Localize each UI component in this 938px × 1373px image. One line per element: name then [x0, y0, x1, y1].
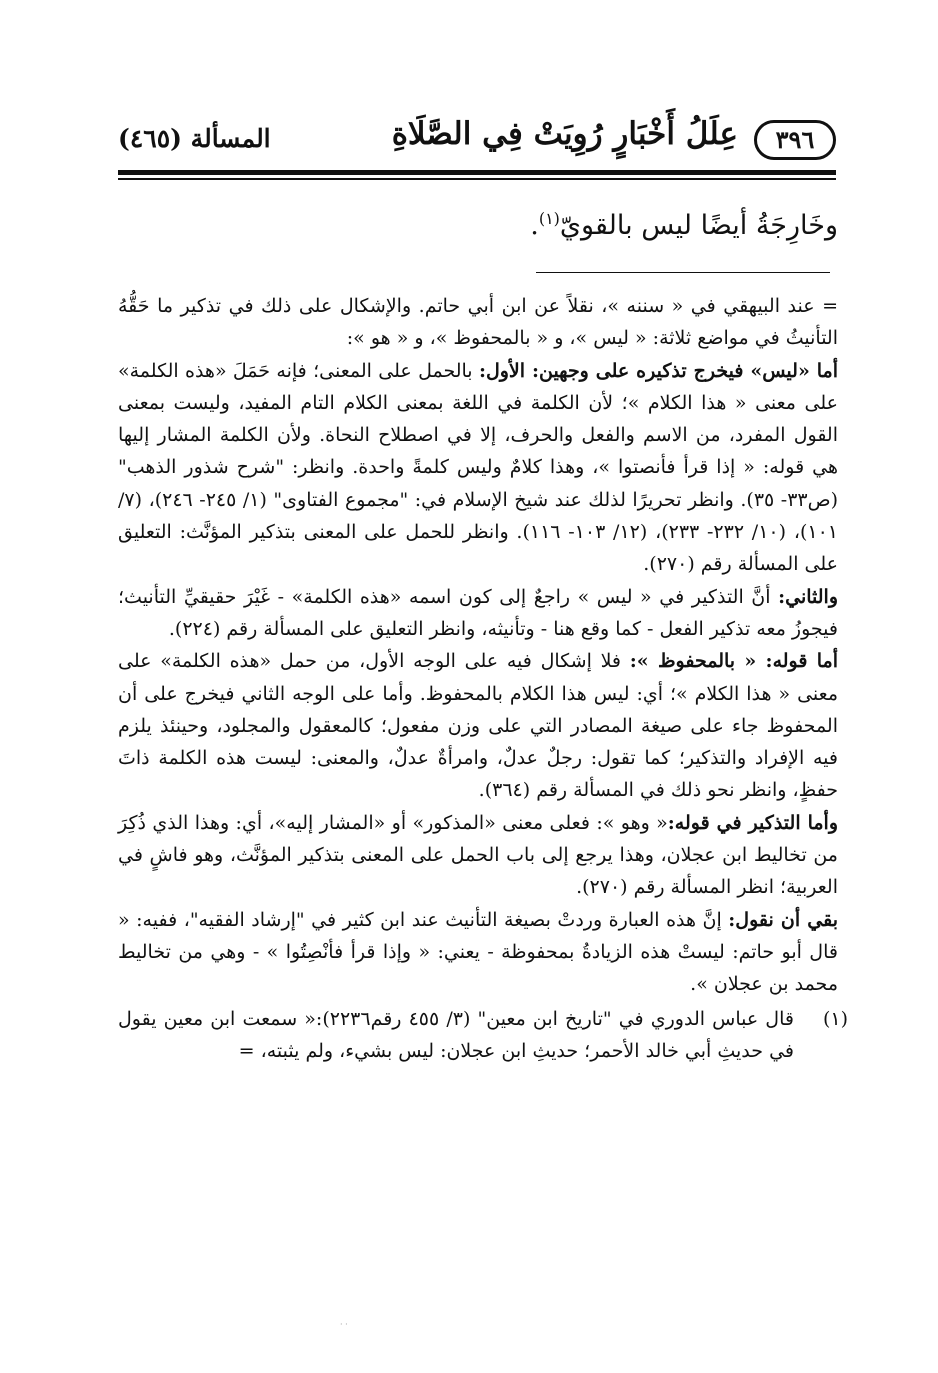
footnote-paragraph [118, 807, 838, 904]
footnote-lead: أما قوله: « بالمحفوظ »: [629, 650, 839, 673]
footnote-text: بالحمل على المعنى؛ فإنه حَمَلَ «هذه الكلمة» على معنى « هذا الكلام »؛ لأن الكلمة في اللغة بمعنى الكلام التام المفيد، وليست بمعنى القول المفرد، من الاسم والفعل والحرف، إلا في اصطلاح النحاة. ولأن الكلمة المشار إليها هي قوله: « إذا قرأ فأنصتوا »، وهذا كلامٌ وليس كلمةً واحدة. وانظر: "شرح شذور الذهب" (ص٣٣- ٣٥). وانظر تحريرًا لذلك عند شيخ الإسلام في: "مجموع الفتاوى" (١/ ٢٤٥- ٢٤٦)، (٧/ ١٠١)، (١٠/ ٢٣٢- ٢٣٣)، (١٢/ ١٠٣- ١١٦). وانظر للحمل على المعنى بتذكير المؤنَّث: التعليق على المسألة رقم (٢٧٠). [118, 359, 838, 576]
scan-mark: · · [340, 1320, 348, 1329]
footnote-paragraph [118, 581, 838, 646]
footnote-lead: والثاني: [778, 585, 838, 608]
footnote-marker: (١) [822, 1007, 848, 1030]
footnote-lead: أما «ليس» فيخرج تذكيره على وجهين: الأول: [478, 359, 838, 382]
book-title: عِلَلُ أَخْبَارٍ رُوِيَتْ فِي الصَّلَاةِ [391, 116, 738, 152]
footnote-paragraph [118, 290, 838, 355]
footnote-lead: وأما التذكير في قوله: [667, 811, 838, 834]
footnote-text: إنَّ هذه العبارة وردتْ بصيغة التأنيث عند ابن كثير في "إرشاد الفقيه"، ففيه: « قال أبو حاتم: ليستْ هذه الزيادةُ بمحفوظة - يعني: « وإذا قرأ فأنْصِتُوا » - وهي من تخاليط محمد بن عجلان ». [118, 908, 838, 996]
footnote-text: فلا إشكال فيه على الوجه الأول، من حمل «هذه الكلمة» على معنى « هذا الكلام »؛ أي: ليس هذا الكلام بالمحفوظ. وأما على الوجه الثاني فيخرج على أن المحفوظ جاء على صيغة المصادر التي على وزن مفعول؛ كالمعقول والمجلود، وحينئذ يلزم فيه الإفراد والتذكير؛ كما تقول: رجلٌ عدلٌ، وامرأةٌ عدلٌ، والمعنى: ليست هذه الكلمة ذاتَ حفظٍ، وانظر نحو ذلك في المسألة رقم (٣٦٤). [118, 650, 838, 802]
footnote-separator [536, 272, 830, 273]
footnotes [118, 290, 848, 1067]
header-rule-thin [118, 178, 836, 180]
page-header [118, 110, 836, 166]
page-number: ٣٩٦ [754, 120, 836, 160]
footnote-reference: (١) [538, 209, 560, 228]
footnote-text: قال عباس الدوري في "تاريخ ابن معين" (٣/ ٤٥٥ رقم٢٢٣٦):« سمعت ابن معين يقول في حديثِ أبي خالد الأحمر؛ حديثِ ابن عجلان: ليس بشيء، ولم يثبته، = [118, 1007, 794, 1062]
issue-label: المسألة (٤٦٥) [118, 124, 271, 153]
footnote-text: « وهو »: فعلى معنى «المذكور» أو «المشار إليه»، أي: وهذا الذي ذُكِرَ من تخاليط ابن عجلان، وهذا يرجع إلى باب الحمل على المعنى بتذكير المؤنَّث، وهو فاشٍ في العربية؛ انظر المسألة رقم (٢٧٠). [118, 811, 838, 899]
footnote-text: = عند البيهقي في « سننه »، نقلاً عن ابن أبي حاتم. والإشكال على ذلك في تذكير ما حَقُّهُ التأنيثُ في مواضع ثلاثة: « ليس »، و « بالمحفوظ »، و « هو »: [118, 295, 838, 350]
footnote-lead: بقي أن نقول: [728, 908, 838, 931]
footnote-paragraph [118, 645, 838, 806]
main-text [120, 196, 838, 249]
footnote-paragraph [118, 355, 838, 581]
main-text-body: وخَارِجَةُ أيضًا ليس بالقويّ [559, 210, 838, 241]
header-rule-thick [118, 170, 836, 175]
footnote-one [118, 1003, 848, 1068]
footnote-paragraph [118, 904, 838, 1001]
footnote-text: أنَّ التذكير في « ليس » راجعٌ إلى كون اسمه «هذه الكلمة» - غَيْرَ حقيقيِّ التأنيث؛ فيجوزُ معه تذكير الفعل - كما وقع هنا - وتأنيثه، وانظر التعليق على المسألة رقم (٢٢٤). [118, 585, 838, 640]
main-text-end: . [530, 210, 539, 241]
